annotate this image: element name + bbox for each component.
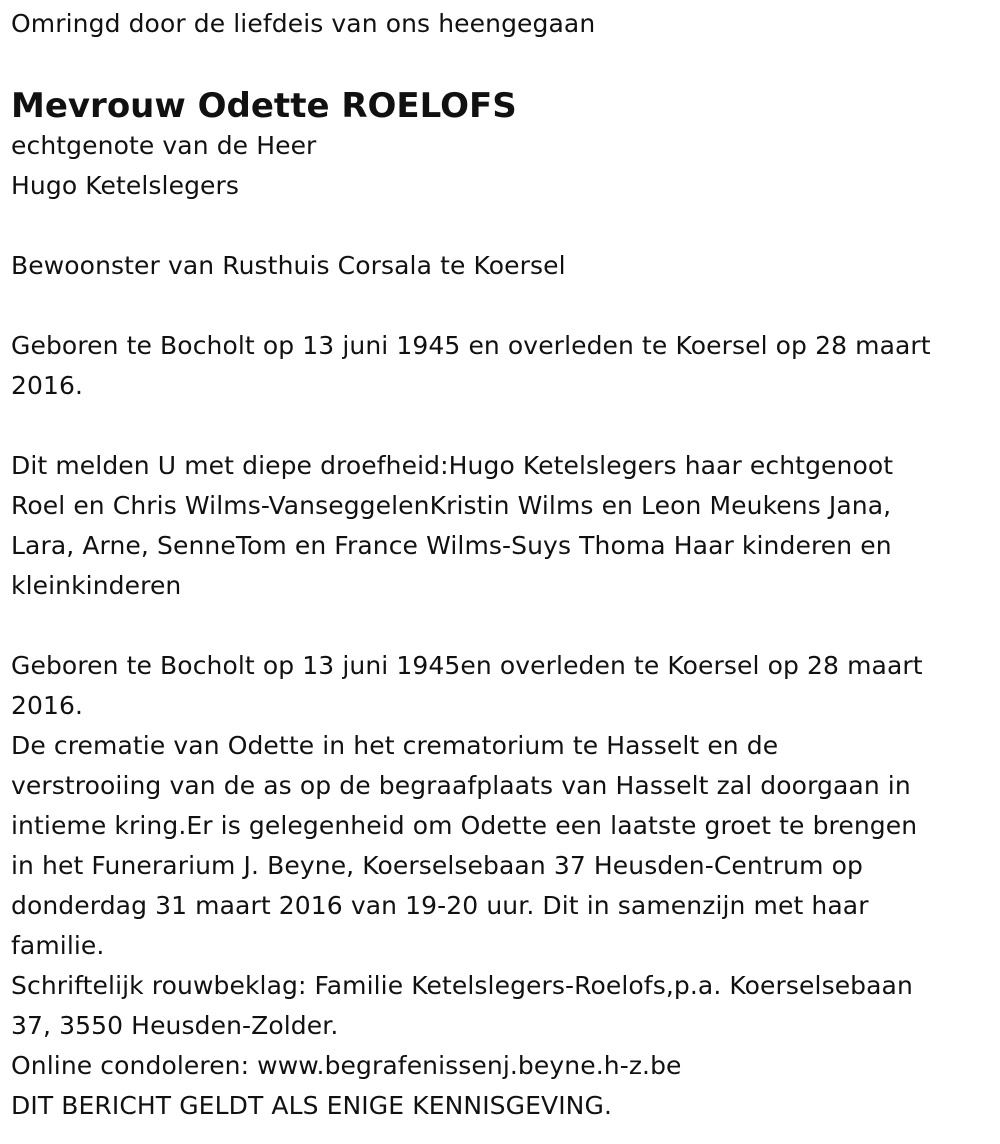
intro-text: Omringd door de liefdeis van ons heengegaan — [11, 9, 596, 38]
cremation-line: intieme kring.Er is gelegenheid om Odette een laatste groet te brengen — [11, 811, 918, 840]
spacer — [11, 606, 1000, 646]
family-line: Roel en Chris Wilms-VanseggelenKristin Wilms en Leon Meukens Jana, — [11, 491, 892, 520]
condolence-address-line: Schriftelijk rouwbeklag: Familie Ketelslegers-Roelofs,p.a. Koerselsebaan — [11, 971, 913, 1000]
spacer — [11, 206, 1000, 246]
spouse-line: echtgenote van de Heer — [11, 131, 317, 160]
birth-death-line: 2016. — [11, 371, 84, 400]
closing-notice: DIT BERICHT GELDT ALS ENIGE KENNISGEVING. — [11, 1091, 612, 1120]
family-line: Lara, Arne, SenneTom en France Wilms-Suys Thoma Haar kinderen en — [11, 531, 892, 560]
spacer — [11, 286, 1000, 326]
cremation-line: donderdag 31 maart 2016 van 19-20 uur. Dit in samenzijn met haar — [11, 891, 869, 920]
birth-death-line: Geboren te Bocholt op 13 juni 1945en overleden te Koersel op 28 maart — [11, 651, 923, 680]
family-line: kleinkinderen — [11, 571, 182, 600]
online-condolence-text: Online condoleren: www.begrafenissenj.beyne.h-z.be — [11, 1051, 682, 1080]
birth-death-line: Geboren te Bocholt op 13 juni 1945 en overleden te Koersel op 28 maart — [11, 331, 931, 360]
residence-text: Bewoonster van Rusthuis Corsala te Koersel — [11, 251, 566, 280]
deceased-name: Mevrouw Odette ROELOFS — [11, 86, 517, 126]
spouse-line: Hugo Ketelslegers — [11, 171, 240, 200]
cremation-line: in het Funerarium J. Beyne, Koerselsebaan 37 Heusden-Centrum op — [11, 851, 863, 880]
birth-death-line: 2016. — [11, 691, 84, 720]
cremation-line: familie. — [11, 931, 105, 960]
condolence-address-line: 37, 3550 Heusden-Zolder. — [11, 1011, 339, 1040]
family-line: Dit melden U met diepe droefheid:Hugo Ketelslegers haar echtgenoot — [11, 451, 894, 480]
cremation-line: De crematie van Odette in het crematorium te Hasselt en de — [11, 731, 779, 760]
cremation-line: verstrooiing van de as op de begraafplaats van Hasselt zal doorgaan in — [11, 771, 911, 800]
spacer — [11, 406, 1000, 446]
